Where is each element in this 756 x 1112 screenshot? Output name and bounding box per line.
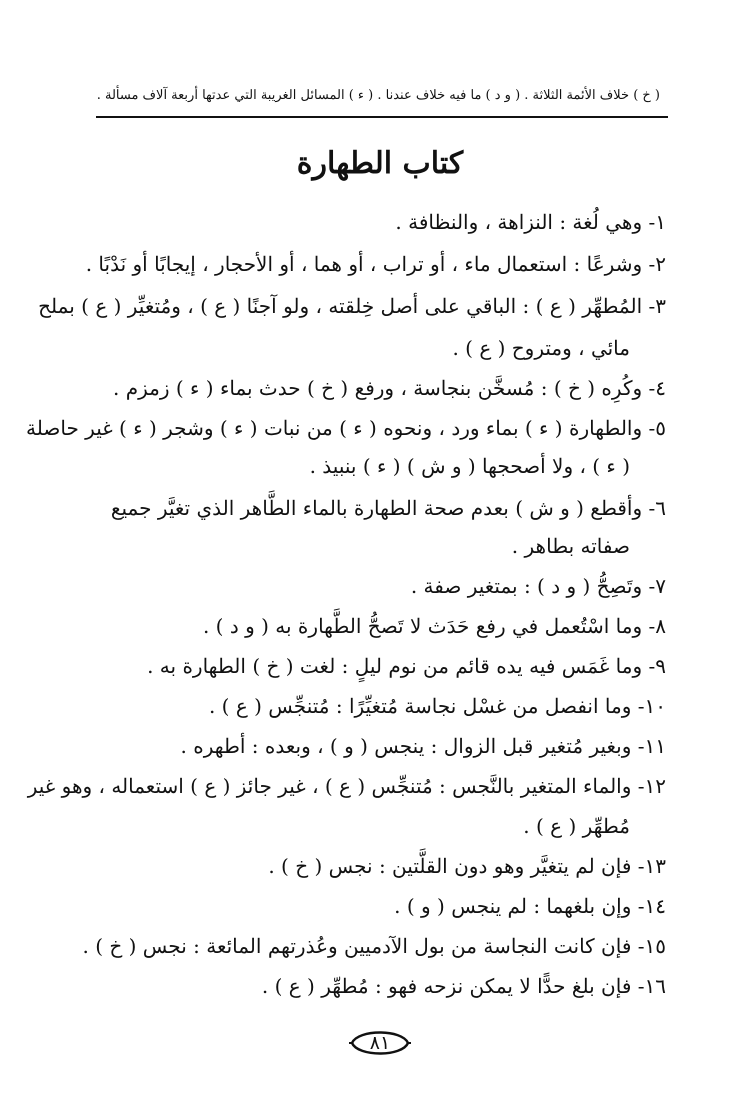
item-text: وهي لُغة : النزاهة ، والنظافة .: [395, 210, 643, 234]
paragraph-item: [86, 202, 666, 242]
paragraph-item: [86, 566, 666, 606]
item-text: المُطهِّر ( ع ) : الباقي على أصل خِلقته ، ولو آجنًا ( ع ) ، ومُتغيِّر ( ع ) بملح: [38, 294, 643, 318]
item-text: ( ء ) ، ولا أصحجها ( و ش ) ( ء ) بنبيذ .: [309, 454, 630, 478]
item-number: ١-: [648, 210, 666, 234]
item-text: مُطهِّر ( ع ) .: [523, 814, 630, 838]
paragraph-item: [86, 606, 666, 646]
item-text: وبغير مُتغير قبل الزوال : ينجس ( و ) ، وبعده : أطهره .: [180, 734, 632, 758]
item-number: ٦-: [648, 496, 666, 520]
item-text: وشرعًا : استعمال ماء ، أو تراب ، أو هما ، أو الأحجار ، إيجابًا أو نَدْبًا .: [85, 252, 643, 276]
item-text: وكُرِه ( خ ) : مُسخَّن بنجاسة ، ورفع ( خ ) حدث بماء ( ء ) زمزم .: [113, 376, 643, 400]
paragraph-item: [38, 286, 666, 326]
paragraph-item: [86, 886, 666, 926]
paragraph-continuation: [50, 328, 666, 368]
paragraph-item: [86, 966, 666, 1006]
chapter-title: كتاب الطهارة: [296, 146, 464, 181]
item-text: فإن لم يتغيَّر وهو دون القلَّتين : نجس ( خ ) .: [268, 854, 632, 878]
page-number: ٨١: [369, 1032, 391, 1054]
item-number: ١١-: [637, 734, 666, 758]
paragraph-item: [27, 766, 666, 806]
paragraph-continuation: [50, 806, 666, 846]
paragraph-item: [86, 846, 666, 886]
item-number: ٥-: [648, 416, 666, 440]
paragraph-item: [86, 686, 666, 726]
item-number: ١٦-: [637, 974, 666, 998]
item-number: ٧-: [648, 574, 666, 598]
paragraph-continuation: [50, 446, 666, 486]
paragraph-item: [86, 488, 666, 528]
item-text: وأقطع ( و ش ) بعدم صحة الطهارة بالماء الطَّاهر الذي تغيَّر جميع: [110, 496, 643, 520]
item-text: فإن بلغ حدًّا لا يمكن نزحه فهو : مُطهِّر ( ع ) .: [261, 974, 632, 998]
paragraph-item: [26, 408, 666, 448]
item-number: ١٥-: [637, 934, 666, 958]
item-number: ١٤-: [637, 894, 666, 918]
paragraph-item: [86, 244, 666, 284]
item-text: وتَصِحُّ ( و د ) : بمتغير صفة .: [410, 574, 643, 598]
item-text: والطهارة ( ء ) بماء ورد ، ونحوه ( ء ) من نبات ( ء ) وشجر ( ء ) غير حاصلة: [26, 416, 643, 440]
item-text: وما انفصل من غسْل نجاسة مُتغيِّرًا : مُتنجِّس ( ع ) .: [208, 694, 632, 718]
paragraph-item: [82, 926, 666, 966]
item-number: ١٢-: [637, 774, 666, 798]
item-number: ٣-: [648, 294, 666, 318]
paragraph-continuation: [50, 526, 666, 566]
paragraph-item: [86, 646, 666, 686]
header-rule: [96, 116, 668, 118]
running-header: ( خ ) خلاف الأئمة الثلاثة . ( و د ) ما فيه خلاف عندنا . ( ء ) المسائل الغريبة التي عدتها أربعة آلاف مسألة .: [96, 88, 660, 103]
item-number: ٢-: [648, 252, 666, 276]
item-text: وما اسْتُعمل في رفع حَدَث لا تَصحُّ الطَّهارة به ( و د ) .: [202, 614, 643, 638]
item-number: ٨-: [648, 614, 666, 638]
item-number: ٩-: [648, 654, 666, 678]
item-number: ١٠-: [637, 694, 666, 718]
paragraph-item: [86, 368, 666, 408]
item-text: مائي ، ومتروح ( ع ) .: [452, 336, 630, 360]
item-text: وإن بلغهما : لم ينجس ( و ) .: [394, 894, 632, 918]
paragraph-item: [86, 726, 666, 766]
item-text: صفاته بطاهر .: [511, 534, 630, 558]
item-text: فإن كانت النجاسة من بول الآدميين وعُذرتهم المائعة : نجس ( خ ) .: [82, 934, 632, 958]
item-number: ١٣-: [637, 854, 666, 878]
page-number-badge: [348, 1026, 412, 1060]
item-text: وما غَمَس فيه يده قائم من نوم ليلٍ : لغت ( خ ) الطهارة به .: [147, 654, 643, 678]
item-number: ٤-: [648, 376, 666, 400]
item-text: والماء المتغير بالنَّجس : مُتنجِّس ( ع ) ، غير جائز ( ع ) استعماله ، وهو غير: [27, 774, 632, 798]
